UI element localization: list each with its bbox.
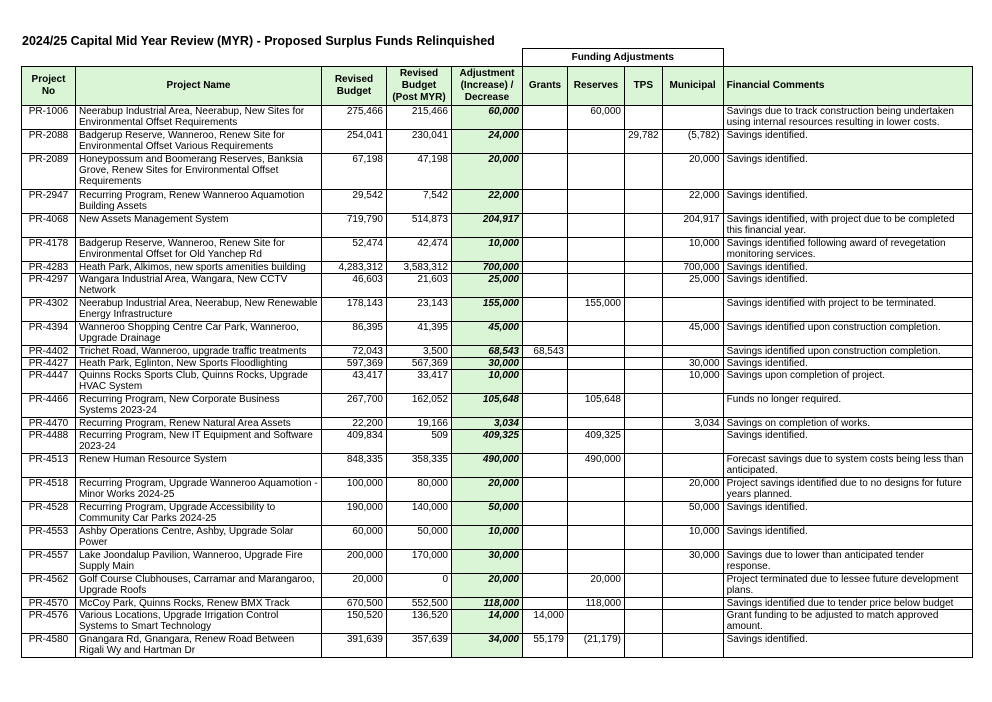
cell-revised-budget-post: 567,369 — [387, 358, 452, 370]
cell-comment: Savings on completion of works. — [723, 418, 972, 430]
cell-project-no: PR-4470 — [22, 418, 76, 430]
cell-revised-budget: 190,000 — [322, 502, 387, 526]
cell-grants — [523, 106, 568, 130]
cell-grants — [523, 298, 568, 322]
cell-municipal: 20,000 — [662, 478, 723, 502]
cell-grants: 55,179 — [523, 634, 568, 658]
cell-comment: Savings identified. — [723, 358, 972, 370]
table-row — [22, 526, 973, 550]
cell-municipal — [662, 430, 723, 454]
cell-revised-budget: 60,000 — [322, 526, 387, 550]
cell-revised-budget: 72,043 — [322, 346, 387, 358]
cell-project-no: PR-4553 — [22, 526, 76, 550]
cell-municipal: 30,000 — [662, 550, 723, 574]
cell-municipal: 30,000 — [662, 358, 723, 370]
cell-reserves — [568, 358, 625, 370]
cell-tps — [625, 394, 663, 418]
cell-revised-budget-post: 215,466 — [387, 106, 452, 130]
cell-municipal: 20,000 — [662, 154, 723, 190]
cell-reserves: 118,000 — [568, 598, 625, 610]
cell-municipal: 10,000 — [662, 370, 723, 394]
cell-project-no: PR-4528 — [22, 502, 76, 526]
cell-revised-budget-post: 140,000 — [387, 502, 452, 526]
cell-revised-budget-post: 21,603 — [387, 274, 452, 298]
cell-comment: Savings identified. — [723, 154, 972, 190]
table-row — [22, 550, 973, 574]
cell-revised-budget: 4,283,312 — [322, 262, 387, 274]
cell-adjustment: 490,000 — [452, 454, 523, 478]
cell-project-no: PR-4447 — [22, 370, 76, 394]
cell-tps — [625, 418, 663, 430]
table-row — [22, 394, 973, 418]
cell-comment: Savings identified. — [723, 634, 972, 658]
cell-comment: Savings identified upon construction completion. — [723, 346, 972, 358]
cell-tps: 29,782 — [625, 130, 663, 154]
cell-grants — [523, 430, 568, 454]
cell-revised-budget-post: 80,000 — [387, 478, 452, 502]
cell-comment: Savings upon completion of project. — [723, 370, 972, 394]
cell-comment: Savings identified. — [723, 502, 972, 526]
cell-project-name: Heath Park, Eglinton, New Sports Floodlighting — [76, 358, 322, 370]
cell-grants — [523, 574, 568, 598]
table-row — [22, 574, 973, 598]
cell-adjustment: 105,648 — [452, 394, 523, 418]
col-municipal: Municipal — [662, 67, 723, 106]
cell-reserves: (21,179) — [568, 634, 625, 658]
table-row — [22, 106, 973, 130]
cell-revised-budget: 67,198 — [322, 154, 387, 190]
cell-grants — [523, 478, 568, 502]
cell-reserves — [568, 550, 625, 574]
cell-reserves — [568, 418, 625, 430]
cell-project-name: Recurring Program, Upgrade Wanneroo Aquamotion - Minor Works 2024-25 — [76, 478, 322, 502]
cell-project-name: Neerabup Industrial Area, Neerabup, New Sites for Environmental Offset Requirements — [76, 106, 322, 130]
cell-municipal: (5,782) — [662, 130, 723, 154]
cell-reserves — [568, 322, 625, 346]
cell-tps — [625, 322, 663, 346]
cell-revised-budget-post: 514,873 — [387, 214, 452, 238]
cell-revised-budget: 52,474 — [322, 238, 387, 262]
cell-grants — [523, 262, 568, 274]
cell-municipal: 50,000 — [662, 502, 723, 526]
cell-reserves: 490,000 — [568, 454, 625, 478]
cell-reserves — [568, 154, 625, 190]
table-row — [22, 454, 973, 478]
cell-comment: Savings identified. — [723, 274, 972, 298]
cell-comment: Savings identified with project to be terminated. — [723, 298, 972, 322]
cell-project-name: Recurring Program, New Corporate Business Systems 2023-24 — [76, 394, 322, 418]
cell-grants — [523, 322, 568, 346]
cell-revised-budget: 254,041 — [322, 130, 387, 154]
cell-municipal — [662, 454, 723, 478]
cell-revised-budget: 267,700 — [322, 394, 387, 418]
cell-revised-budget-post: 136,520 — [387, 610, 452, 634]
cell-reserves: 60,000 — [568, 106, 625, 130]
cell-municipal — [662, 574, 723, 598]
cell-tps — [625, 370, 663, 394]
cell-project-name: Lake Joondalup Pavilion, Wanneroo, Upgrade Fire Supply Main — [76, 550, 322, 574]
cell-project-no: PR-4570 — [22, 598, 76, 610]
cell-grants — [523, 394, 568, 418]
cell-adjustment: 409,325 — [452, 430, 523, 454]
cell-adjustment: 14,000 — [452, 610, 523, 634]
cell-project-name: Recurring Program, New IT Equipment and Software 2023-24 — [76, 430, 322, 454]
cell-grants — [523, 358, 568, 370]
cell-adjustment: 45,000 — [452, 322, 523, 346]
cell-reserves — [568, 478, 625, 502]
cell-grants — [523, 274, 568, 298]
cell-revised-budget: 43,417 — [322, 370, 387, 394]
table-row — [22, 478, 973, 502]
cell-adjustment: 10,000 — [452, 526, 523, 550]
cell-revised-budget: 20,000 — [322, 574, 387, 598]
cell-adjustment: 204,917 — [452, 214, 523, 238]
cell-municipal: 22,000 — [662, 190, 723, 214]
cell-adjustment: 30,000 — [452, 550, 523, 574]
cell-revised-budget-post: 3,500 — [387, 346, 452, 358]
cell-project-no: PR-4466 — [22, 394, 76, 418]
table-row — [22, 346, 973, 358]
cell-grants — [523, 550, 568, 574]
cell-project-name: Wangara Industrial Area, Wangara, New CCTV Network — [76, 274, 322, 298]
table-row — [22, 370, 973, 394]
cell-grants — [523, 154, 568, 190]
cell-municipal — [662, 610, 723, 634]
cell-revised-budget: 86,395 — [322, 322, 387, 346]
cell-comment: Savings due to track construction being undertaken using internal resources resulting in lower costs. — [723, 106, 972, 130]
cell-tps — [625, 154, 663, 190]
cell-grants: 68,543 — [523, 346, 568, 358]
cell-tps — [625, 190, 663, 214]
cell-adjustment: 20,000 — [452, 574, 523, 598]
cell-revised-budget-post: 23,143 — [387, 298, 452, 322]
cell-revised-budget: 200,000 — [322, 550, 387, 574]
cell-adjustment: 30,000 — [452, 358, 523, 370]
cell-grants — [523, 598, 568, 610]
cell-municipal — [662, 298, 723, 322]
cell-grants — [523, 454, 568, 478]
cell-comment: Project terminated due to lessee future development plans. — [723, 574, 972, 598]
cell-adjustment: 118,000 — [452, 598, 523, 610]
table-row — [22, 154, 973, 190]
cell-revised-budget-post: 230,041 — [387, 130, 452, 154]
cell-comment: Savings identified. — [723, 526, 972, 550]
cell-reserves — [568, 526, 625, 550]
cell-project-no: PR-4576 — [22, 610, 76, 634]
cell-adjustment: 50,000 — [452, 502, 523, 526]
cell-revised-budget: 178,143 — [322, 298, 387, 322]
table-row — [22, 274, 973, 298]
cell-tps — [625, 610, 663, 634]
cell-project-name: Badgerup Reserve, Wanneroo, Renew Site for Environmental Offset for Old Yanchep Rd — [76, 238, 322, 262]
cell-comment: Grant funding to be adjusted to match approved amount. — [723, 610, 972, 634]
cell-reserves — [568, 346, 625, 358]
cell-project-name: Honeypossum and Boomerang Reserves, Banksia Grove, Renew Sites for Environmental Offset Requirements — [76, 154, 322, 190]
cell-adjustment: 3,034 — [452, 418, 523, 430]
cell-project-name: Golf Course Clubhouses, Carramar and Marangaroo, Upgrade Roofs — [76, 574, 322, 598]
table-row — [22, 610, 973, 634]
cell-revised-budget: 22,200 — [322, 418, 387, 430]
cell-grants — [523, 526, 568, 550]
cell-tps — [625, 274, 663, 298]
cell-tps — [625, 634, 663, 658]
cell-tps — [625, 526, 663, 550]
cell-adjustment: 34,000 — [452, 634, 523, 658]
cell-adjustment: 25,000 — [452, 274, 523, 298]
table-row — [22, 298, 973, 322]
cell-tps — [625, 550, 663, 574]
table-row — [22, 322, 973, 346]
cell-comment: Savings identified. — [723, 130, 972, 154]
cell-revised-budget: 275,466 — [322, 106, 387, 130]
cell-adjustment: 155,000 — [452, 298, 523, 322]
cell-project-no: PR-4394 — [22, 322, 76, 346]
cell-project-no: PR-4297 — [22, 274, 76, 298]
cell-project-no: PR-2089 — [22, 154, 76, 190]
cell-project-no: PR-4518 — [22, 478, 76, 502]
cell-grants — [523, 130, 568, 154]
cell-reserves — [568, 502, 625, 526]
cell-project-no: PR-4557 — [22, 550, 76, 574]
cell-reserves — [568, 130, 625, 154]
col-revised-budget: Revised Budget — [322, 67, 387, 106]
cell-project-name: Neerabup Industrial Area, Neerabup, New Renewable Energy Infrastructure — [76, 298, 322, 322]
cell-project-name: Renew Human Resource System — [76, 454, 322, 478]
col-project-no: Project No — [22, 67, 76, 106]
cell-revised-budget-post: 41,395 — [387, 322, 452, 346]
cell-project-no: PR-2947 — [22, 190, 76, 214]
cell-revised-budget: 719,790 — [322, 214, 387, 238]
cell-revised-budget-post: 509 — [387, 430, 452, 454]
cell-adjustment: 10,000 — [452, 370, 523, 394]
cell-comment: Savings identified following award of revegetation monitoring services. — [723, 238, 972, 262]
cell-project-name: Trichet Road, Wanneroo, upgrade traffic treatments — [76, 346, 322, 358]
cell-municipal: 10,000 — [662, 526, 723, 550]
cell-tps — [625, 574, 663, 598]
cell-revised-budget: 670,500 — [322, 598, 387, 610]
cell-project-no: PR-4283 — [22, 262, 76, 274]
cell-grants — [523, 370, 568, 394]
cell-reserves — [568, 262, 625, 274]
cell-project-name: Gnangara Rd, Gnangara, Renew Road Between Rigali Wy and Hartman Dr — [76, 634, 322, 658]
cell-grants: 14,000 — [523, 610, 568, 634]
cell-project-no: PR-4488 — [22, 430, 76, 454]
cell-grants — [523, 502, 568, 526]
cell-project-name: Heath Park, Alkimos, new sports amenities building — [76, 262, 322, 274]
cell-project-no: PR-4068 — [22, 214, 76, 238]
cell-project-name: Recurring Program, Renew Wanneroo Aquamotion Building Assets — [76, 190, 322, 214]
cell-adjustment: 10,000 — [452, 238, 523, 262]
cell-municipal: 204,917 — [662, 214, 723, 238]
cell-revised-budget: 150,520 — [322, 610, 387, 634]
col-project-name: Project Name — [76, 67, 322, 106]
table-row — [22, 262, 973, 274]
cell-municipal — [662, 106, 723, 130]
cell-reserves — [568, 610, 625, 634]
table-row — [22, 214, 973, 238]
table-row — [22, 598, 973, 610]
table-row — [22, 502, 973, 526]
cell-adjustment: 20,000 — [452, 478, 523, 502]
cell-revised-budget-post: 0 — [387, 574, 452, 598]
cell-reserves — [568, 238, 625, 262]
cell-tps — [625, 502, 663, 526]
col-grants: Grants — [523, 67, 568, 106]
cell-revised-budget: 46,603 — [322, 274, 387, 298]
cell-tps — [625, 478, 663, 502]
cell-reserves: 105,648 — [568, 394, 625, 418]
cell-tps — [625, 106, 663, 130]
cell-municipal: 700,000 — [662, 262, 723, 274]
cell-tps — [625, 430, 663, 454]
cell-municipal: 45,000 — [662, 322, 723, 346]
cell-revised-budget-post: 7,542 — [387, 190, 452, 214]
cell-project-name: Recurring Program, Renew Natural Area Assets — [76, 418, 322, 430]
cell-comment: Savings identified. — [723, 190, 972, 214]
cell-tps — [625, 358, 663, 370]
cell-municipal: 25,000 — [662, 274, 723, 298]
cell-municipal — [662, 346, 723, 358]
cell-project-name: Various Locations, Upgrade Irrigation Control Systems to Smart Technology — [76, 610, 322, 634]
cell-municipal — [662, 634, 723, 658]
surplus-funds-table — [21, 48, 973, 658]
cell-reserves — [568, 274, 625, 298]
cell-project-no: PR-4178 — [22, 238, 76, 262]
cell-tps — [625, 598, 663, 610]
cell-adjustment: 24,000 — [452, 130, 523, 154]
cell-comment: Savings identified due to tender price below budget — [723, 598, 972, 610]
cell-adjustment: 20,000 — [452, 154, 523, 190]
cell-tps — [625, 454, 663, 478]
cell-project-name: New Assets Management System — [76, 214, 322, 238]
col-adjustment: Adjustment (Increase) / Decrease — [452, 67, 523, 106]
page-title: 2024/25 Capital Mid Year Review (MYR) - Proposed Surplus Funds Relinquished — [22, 34, 495, 48]
cell-grants — [523, 214, 568, 238]
cell-revised-budget-post: 50,000 — [387, 526, 452, 550]
col-comments: Financial Comments — [723, 67, 972, 106]
col-tps: TPS — [625, 67, 663, 106]
cell-reserves — [568, 190, 625, 214]
cell-municipal: 10,000 — [662, 238, 723, 262]
cell-project-no: PR-4302 — [22, 298, 76, 322]
cell-comment: Funds no longer required. — [723, 394, 972, 418]
cell-reserves: 20,000 — [568, 574, 625, 598]
cell-adjustment: 22,000 — [452, 190, 523, 214]
cell-comment: Savings identified, with project due to be completed this financial year. — [723, 214, 972, 238]
table-row — [22, 238, 973, 262]
cell-municipal: 3,034 — [662, 418, 723, 430]
cell-project-no: PR-1006 — [22, 106, 76, 130]
cell-reserves — [568, 370, 625, 394]
cell-revised-budget: 100,000 — [322, 478, 387, 502]
cell-project-name: Recurring Program, Upgrade Accessibility to Community Car Parks 2024-25 — [76, 502, 322, 526]
cell-project-name: Ashby Operations Centre, Ashby, Upgrade Solar Power — [76, 526, 322, 550]
table-row — [22, 430, 973, 454]
table-row — [22, 634, 973, 658]
cell-tps — [625, 298, 663, 322]
cell-revised-budget-post: 552,500 — [387, 598, 452, 610]
col-revised-budget-post: Revised Budget (Post MYR) — [387, 67, 452, 106]
cell-tps — [625, 238, 663, 262]
cell-revised-budget-post: 358,335 — [387, 454, 452, 478]
cell-revised-budget-post: 33,417 — [387, 370, 452, 394]
cell-comment: Savings identified. — [723, 262, 972, 274]
cell-municipal — [662, 394, 723, 418]
cell-project-no: PR-2088 — [22, 130, 76, 154]
cell-grants — [523, 190, 568, 214]
cell-reserves: 155,000 — [568, 298, 625, 322]
cell-revised-budget: 391,639 — [322, 634, 387, 658]
funding-adjustments-header: Funding Adjustments — [523, 49, 724, 67]
table-row — [22, 358, 973, 370]
cell-revised-budget-post: 162,052 — [387, 394, 452, 418]
cell-revised-budget-post: 3,583,312 — [387, 262, 452, 274]
cell-adjustment: 700,000 — [452, 262, 523, 274]
cell-revised-budget-post: 357,639 — [387, 634, 452, 658]
cell-revised-budget-post: 47,198 — [387, 154, 452, 190]
cell-adjustment: 60,000 — [452, 106, 523, 130]
cell-tps — [625, 346, 663, 358]
cell-revised-budget-post: 19,166 — [387, 418, 452, 430]
cell-revised-budget: 597,369 — [322, 358, 387, 370]
cell-grants — [523, 418, 568, 430]
cell-grants — [523, 238, 568, 262]
cell-project-no: PR-4427 — [22, 358, 76, 370]
table-row — [22, 418, 973, 430]
cell-revised-budget: 848,335 — [322, 454, 387, 478]
cell-municipal — [662, 598, 723, 610]
cell-project-no: PR-4562 — [22, 574, 76, 598]
cell-tps — [625, 262, 663, 274]
cell-project-no: PR-4402 — [22, 346, 76, 358]
cell-comment: Savings due to lower than anticipated tender response. — [723, 550, 972, 574]
table-row — [22, 130, 973, 154]
cell-project-no: PR-4580 — [22, 634, 76, 658]
cell-revised-budget: 29,542 — [322, 190, 387, 214]
cell-tps — [625, 214, 663, 238]
cell-adjustment: 68,543 — [452, 346, 523, 358]
cell-reserves: 409,325 — [568, 430, 625, 454]
table-row — [22, 190, 973, 214]
cell-revised-budget-post: 170,000 — [387, 550, 452, 574]
cell-revised-budget-post: 42,474 — [387, 238, 452, 262]
cell-comment: Forecast savings due to system costs being less than anticipated. — [723, 454, 972, 478]
cell-project-name: Wanneroo Shopping Centre Car Park, Wanneroo, Upgrade Drainage — [76, 322, 322, 346]
cell-comment: Project savings identified due to no designs for future years planned. — [723, 478, 972, 502]
cell-project-name: McCoy Park, Quinns Rocks, Renew BMX Track — [76, 598, 322, 610]
cell-reserves — [568, 214, 625, 238]
cell-project-name: Badgerup Reserve, Wanneroo, Renew Site for Environmental Offset Various Requirements — [76, 130, 322, 154]
cell-project-name: Quinns Rocks Sports Club, Quinns Rocks, Upgrade HVAC System — [76, 370, 322, 394]
cell-comment: Savings identified. — [723, 430, 972, 454]
col-reserves: Reserves — [568, 67, 625, 106]
cell-comment: Savings identified upon construction completion. — [723, 322, 972, 346]
cell-project-no: PR-4513 — [22, 454, 76, 478]
cell-revised-budget: 409,834 — [322, 430, 387, 454]
